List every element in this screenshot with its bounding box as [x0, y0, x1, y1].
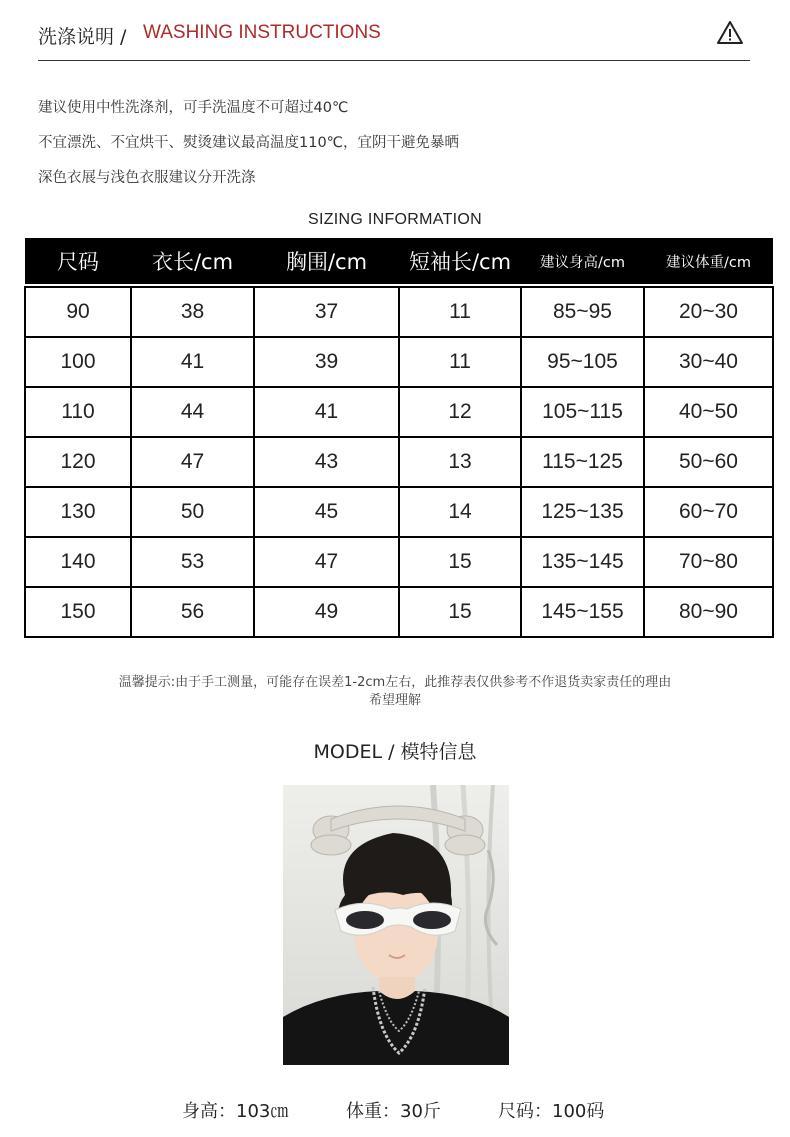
- cell-weight: 30~40: [644, 337, 773, 387]
- model-title: MODEL / 模特信息: [313, 741, 477, 763]
- sizing-note-line-2: 希望理解: [368, 693, 421, 708]
- table-row: [25, 537, 773, 587]
- cell-chest: 39: [254, 337, 399, 387]
- table-row: [25, 587, 773, 637]
- model-weight: 体重：30斤: [346, 1101, 441, 1122]
- cell-weight: 80~90: [644, 587, 773, 637]
- sizing-note: [40, 674, 750, 710]
- header-height: 建议身高/cm: [521, 238, 644, 284]
- cell-sleeve: 14: [399, 487, 521, 537]
- cell-length: 38: [131, 287, 254, 337]
- table-row: [25, 487, 773, 537]
- cell-sleeve: 13: [399, 437, 521, 487]
- cell-length: 44: [131, 387, 254, 437]
- sizing-header-row: [25, 238, 773, 284]
- header-chest: 胸围/cm: [254, 238, 399, 284]
- cell-chest: 45: [254, 487, 399, 537]
- cell-length: 50: [131, 487, 254, 537]
- cell-height: 115~125: [521, 437, 644, 487]
- header-weight: 建议体重/cm: [644, 238, 773, 284]
- header-length: 衣长/cm: [131, 238, 254, 284]
- model-size: 尺码：100码: [498, 1101, 605, 1122]
- cell-weight: 70~80: [644, 537, 773, 587]
- cell-chest: 49: [254, 587, 399, 637]
- header-size: 尺码: [25, 238, 131, 284]
- cell-chest: 47: [254, 537, 399, 587]
- cell-height: 95~105: [521, 337, 644, 387]
- cell-chest: 37: [254, 287, 399, 337]
- cell-length: 53: [131, 537, 254, 587]
- table-row: [25, 387, 773, 437]
- model-height: 身高：103㎝: [182, 1101, 289, 1122]
- cell-size: 140: [25, 537, 131, 587]
- cell-size: 90: [25, 287, 131, 337]
- warning-triangle-icon: [716, 20, 744, 46]
- cell-height: 145~155: [521, 587, 644, 637]
- table-row: [25, 337, 773, 387]
- cell-chest: 43: [254, 437, 399, 487]
- cell-length: 56: [131, 587, 254, 637]
- table-row: [25, 287, 773, 337]
- cell-sleeve: 12: [399, 387, 521, 437]
- cell-size: 150: [25, 587, 131, 637]
- cell-weight: 20~30: [644, 287, 773, 337]
- cell-height: 85~95: [521, 287, 644, 337]
- cell-height: 135~145: [521, 537, 644, 587]
- washing-line-2: 不宜漂洗、不宜烘干、熨烫建议最高温度110℃，宜阴干避免暴晒: [38, 135, 459, 151]
- cell-size: 120: [25, 437, 131, 487]
- cell-chest: 41: [254, 387, 399, 437]
- washing-title-cn: 洗涤说明 /: [38, 26, 127, 48]
- washing-line-3: 深色衣展与浅色衣服建议分开洗涤: [38, 170, 256, 186]
- washing-header: [38, 18, 750, 61]
- cell-weight: 60~70: [644, 487, 773, 537]
- sizing-title: SIZING INFORMATION: [308, 211, 482, 228]
- cell-length: 41: [131, 337, 254, 387]
- cell-height: 105~115: [521, 387, 644, 437]
- cell-sleeve: 15: [399, 537, 521, 587]
- washing-title-en: WASHING INSTRUCTIONS: [143, 22, 381, 43]
- cell-size: 110: [25, 387, 131, 437]
- model-photo: [283, 785, 509, 1065]
- cell-sleeve: 15: [399, 587, 521, 637]
- washing-line-1: 建议使用中性洗涤剂，可手洗温度不可超过40℃: [38, 100, 349, 116]
- cell-weight: 50~60: [644, 437, 773, 487]
- header-sleeve: 短袖长/cm: [399, 238, 521, 284]
- sizing-note-line-1: 温馨提示:由于手工测量，可能存在误差1-2cm左右，此推荐表仅供参考不作退货卖家责任的理由: [118, 675, 672, 690]
- sizing-table: [24, 238, 774, 638]
- cell-size: 100: [25, 337, 131, 387]
- cell-length: 47: [131, 437, 254, 487]
- cell-size: 130: [25, 487, 131, 537]
- cell-sleeve: 11: [399, 337, 521, 387]
- cell-sleeve: 11: [399, 287, 521, 337]
- cell-height: 125~135: [521, 487, 644, 537]
- cell-weight: 40~50: [644, 387, 773, 437]
- table-row: [25, 437, 773, 487]
